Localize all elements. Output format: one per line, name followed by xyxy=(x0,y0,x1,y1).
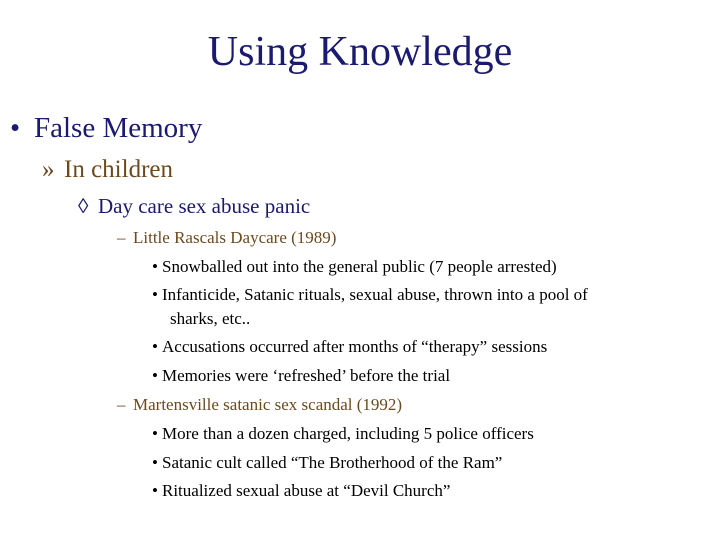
bullet-marker: • xyxy=(152,366,158,385)
bullet-marker: • xyxy=(10,112,21,144)
bullet-text: Infanticide, Satanic rituals, sexual abuse, thrown into a pool of xyxy=(162,285,588,304)
bullet-ritualized xyxy=(152,480,450,502)
slide-title: Using Knowledge xyxy=(207,29,513,75)
bullet-marker: • xyxy=(152,257,158,276)
bullet-satanic-cult xyxy=(152,452,502,474)
bullet-marker: ◊ xyxy=(78,194,89,218)
bullet-text: Memories were ‘refreshed’ before the trial xyxy=(162,366,451,385)
bullet-text: Snowballed out into the general public (7 people arrested) xyxy=(162,257,557,276)
bullet-marker: – xyxy=(117,228,126,247)
bullet-text: Satanic cult called “The Brotherhood of the Ram” xyxy=(162,453,503,472)
bullet-text: Accusations occurred after months of “therapy” sessions xyxy=(162,337,548,356)
bullet-snowballed xyxy=(152,256,557,278)
bullet-martensville xyxy=(117,394,402,416)
bullet-more-than-dozen xyxy=(152,423,534,445)
bullet-text: False Memory xyxy=(34,112,203,144)
bullet-marker: • xyxy=(152,453,158,472)
bullet-accusations xyxy=(152,336,547,358)
bullet-false-memory xyxy=(10,111,202,145)
bullet-text: Ritualized sexual abuse at “Devil Church” xyxy=(162,481,451,500)
bullet-memories xyxy=(152,365,450,387)
bullet-marker: » xyxy=(42,156,55,183)
bullet-marker: – xyxy=(117,395,126,414)
bullet-marker: • xyxy=(152,337,158,356)
bullet-text: Little Rascals Daycare (1989) xyxy=(133,228,337,247)
bullet-day-care xyxy=(78,193,310,219)
bullet-marker: • xyxy=(152,285,158,304)
bullet-text: Day care sex abuse panic xyxy=(98,194,311,218)
bullet-text: Martensville satanic sex scandal (1992) xyxy=(133,395,403,414)
bullet-infanticide xyxy=(152,284,588,306)
bullet-little-rascals xyxy=(117,227,336,249)
bullet-marker: • xyxy=(152,424,158,443)
bullet-in-children xyxy=(42,155,173,185)
bullet-marker: • xyxy=(152,481,158,500)
bullet-text: sharks, etc.. xyxy=(170,309,251,328)
bullet-text: More than a dozen charged, including 5 police officers xyxy=(162,424,534,443)
bullet-infanticide-continuation xyxy=(170,308,250,330)
bullet-text: In children xyxy=(64,156,173,183)
